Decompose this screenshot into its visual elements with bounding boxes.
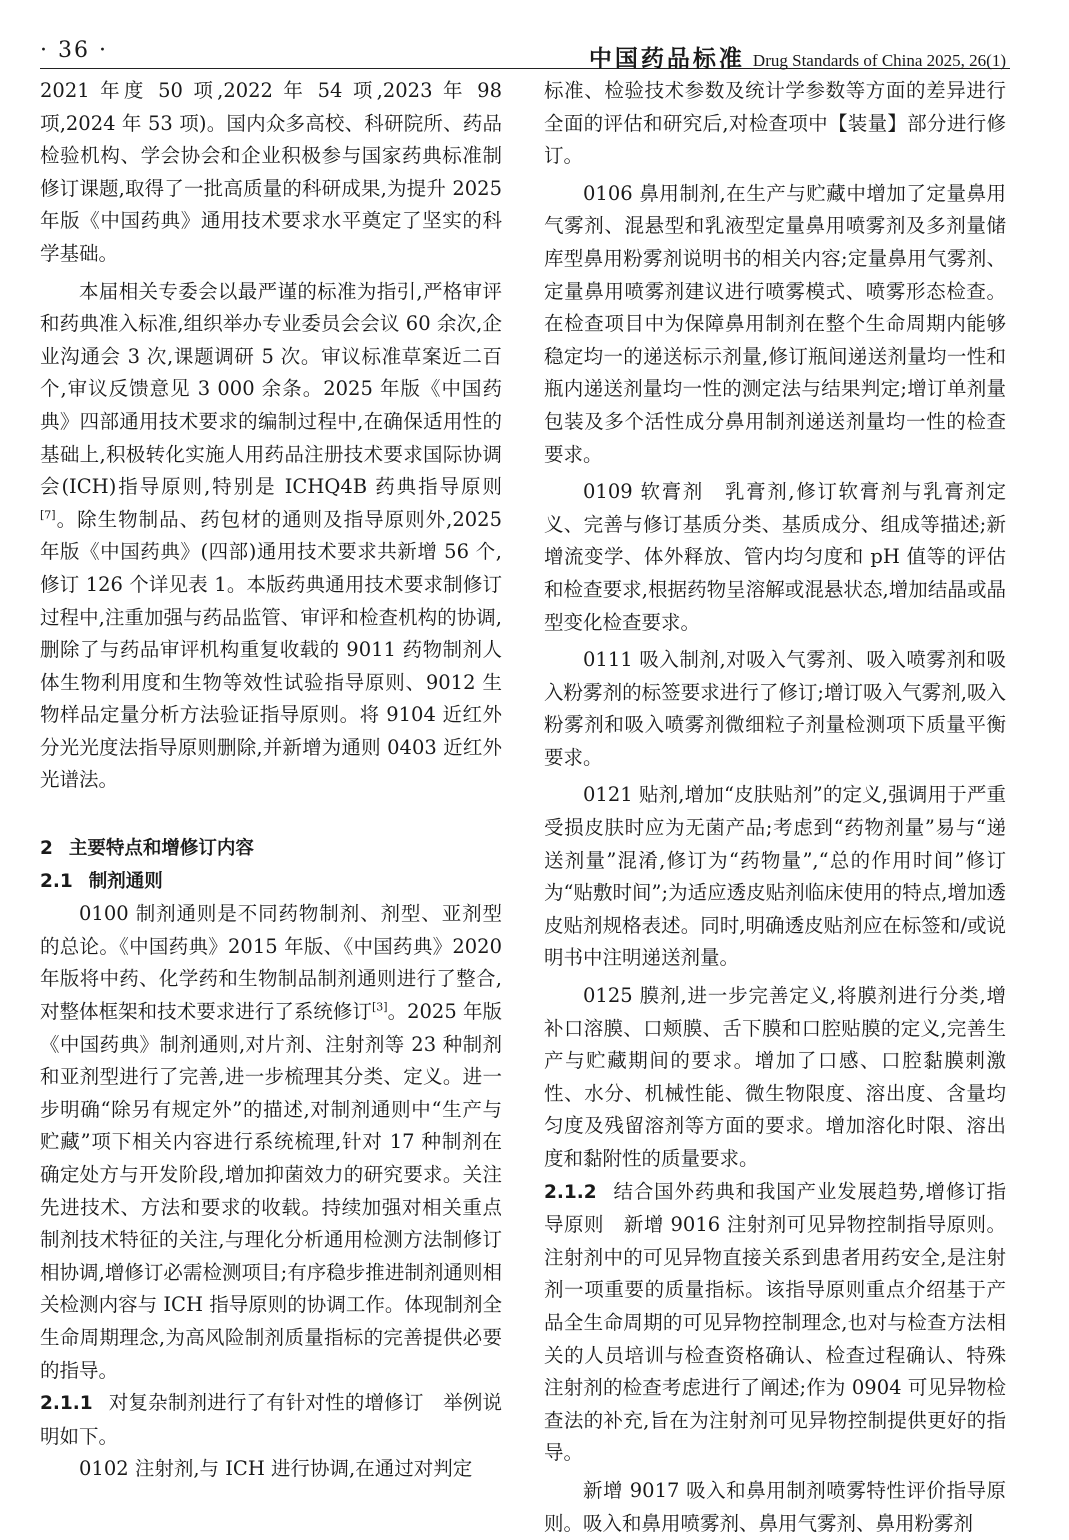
paragraph: 新增 9017 吸入和鼻用制剂喷雾特性评价指导原则。吸入和鼻用喷雾剂、鼻用气雾剂、鼻用粉雾剂 <box>544 1478 1006 1535</box>
paragraph: 标准、检验技术参数及统计学参数等方面的差异进行全面的评估和研究后,对检查项中【装量】部分进行修订。 <box>544 79 1006 168</box>
paragraph: 0111 吸入制剂,对吸入气雾剂、吸入喷雾剂和吸入粉雾剂的标签要求进行了修订;增订吸入气雾剂,吸入粉雾剂和吸入喷雾剂微细粒子剂量检测项下质量平衡要求。 <box>544 648 1006 769</box>
right-column <box>544 75 1006 1540</box>
citation: [7] <box>40 508 56 522</box>
paragraph: 0121 贴剂,增加“皮肤贴剂”的定义,强调用于严重受损皮肤时应为无菌产品;考虑到“药物剂量”易与“递送剂量”混淆,修订为“药物量”,“总的作用时间”修订为“贴敷时间”;为适应透皮贴剂临床使用的特点,增加透皮贴剂规格表述。同时,明确透皮贴剂应在标签和/或说明书中注明递送剂量。 <box>544 783 1006 970</box>
subsection-number: 2.1.2 <box>544 1181 597 1203</box>
paragraph: 0102 注射剂,与 ICH 进行协调,在通过对判定 <box>79 1457 473 1481</box>
journal-title-en: Drug Standards of China 2025, 26(1) <box>752 51 1006 70</box>
paragraph: 0100 制剂通则是不同药物制剂、剂型、亚剂型的总论。《中国药典》2015 年版、《中国药典》2020 年版将中药、化学药和生物制品制剂通则进行了整合,对整体框架和技术要求进行了系统修订[3]。2025 年版《中国药典》制剂通则,对片剂、注射剂等 23 种制剂和亚剂型进行了完善,进一步梳理其分类、定义。进一步明确“除另有规定外”的描述,对制剂通则中“生产与贮藏”项下相关内容进行系统梳理,针对 17 种制剂在确定处方与开发阶段,增加抑菌效力的研究要求。关注先进技术、方法和要求的收载。持续加强对相关重点制剂技术特征的关注,与理化分析通用检测方法制修订相协调,增修订必需检测项目;有序稳步推进制剂通则相关检测内容与 ICH 指导原则的协调工作。体现制剂全生命周期理念,为高风险制剂质量指标的完善提供必要的指导。 <box>40 902 502 1382</box>
paragraph: 本届相关专委会以最严谨的标准为指引,严格审评和药典准入标准,组织举办专业委员会会议 60 余次,企业沟通会 3 次,课题调研 5 次。审议标准草案近二百个,审议反馈意见 3 000 余条。2025 年版《中国药典》四部通用技术要求的编制过程中,在确保适用性的基础上,积极转化实施人用药品注册技术要求国际协调会(ICH)指导原则,特别是 ICHQ4B 药典指导原则[7]。除生物制品、药包材的通则及指导原则外,2025 年版《中国药典》(四部)通用技术要求共新增 56 个,修订 126 个详见表 1。本版药典通用技术要求制修订过程中,注重加强与药品监管、审评和检查机构的协调,删除了与药品审评机构重复收载的 9011 药物制剂人体生物利用度和生物等效性试验指导原则、9012 生物样品定量分析方法验证指导原则。将 9104 近红外分光光度法指导原则删除,并新增为通则 0403 近红外光谱法。 <box>40 279 502 792</box>
paragraph: 2.1.2 结合国外药典和我国产业发展趋势,增修订指导原则 新增 9016 注射剂可见异物控制指导原则。注射剂中的可见异物直接关系到患者用药安全,是注射剂一项重要的质量指标。该指导原则重点介绍基于产品全生命周期的可见异物控制理念,也对与检查方法相关的人员培训与检查资格确认、检查过程确认、特殊注射剂的检查考虑进行了阐述;作为 0904 可见异物检查法的补充,旨在为注射剂可见异物控制提供更好的指导。 <box>544 1179 1006 1465</box>
citation: [3] <box>371 1000 388 1014</box>
paragraph: 2.1.1 对复杂制剂进行了有针对性的增修订 举例说明如下。 <box>40 1391 502 1448</box>
page-header <box>40 36 1010 72</box>
journal-title <box>589 40 1006 73</box>
paragraph: 0125 膜剂,进一步完善定义,将膜剂进行分类,增补口溶膜、口颊膜、舌下膜和口腔贴膜的定义,完善生产与贮藏期间的要求。增加了口感、口腔黏膜刺激性、水分、机械性能、微生物限度、溶出度、含量均匀度及残留溶剂等方面的要求。增加溶化时限、溶出度和黏附性的质量要求。 <box>544 984 1006 1170</box>
left-column <box>40 75 502 1486</box>
page-number: · 36 · <box>40 38 108 63</box>
journal-title-cn: 中国药品标准 <box>588 45 745 72</box>
paragraph: 0109 软膏剂 乳膏剂,修订软膏剂与乳膏剂定义、完善与修订基质分类、基质成分、组成等描述;新增流变学、体外释放、管内均匀度和 pH 值等的评估和检查要求,根据药物呈溶解或混悬状态,增加结晶或晶型变化检查要求。 <box>544 480 1006 634</box>
subsection-heading: 2.1 制剂通则 <box>40 870 163 892</box>
subsection-number: 2.1.1 <box>40 1393 93 1415</box>
paragraph: 2021 年度 50 项,2022 年 54 项,2023 年 98 项,2024 年 53 项)。国内众多高校、科研院所、药品检验机构、学会协会和企业积极参与国家药典标准制修订课题,取得了一批高质量的科研成果,为提升 2025 年版《中国药典》通用技术要求水平奠定了坚实的科学基础。 <box>40 79 502 265</box>
section-heading: 2 主要特点和增修订内容 <box>40 838 254 860</box>
paragraph: 0106 鼻用制剂,在生产与贮藏中增加了定量鼻用气雾剂、混悬型和乳液型定量鼻用喷雾剂及多剂量储库型鼻用粉雾剂说明书的相关内容;定量鼻用气雾剂、定量鼻用喷雾剂建议进行喷雾模式、喷雾形态检查。在检查项目中为保障鼻用制剂在整个生命周期内能够稳定均一的递送标示剂量,修订瓶间递送剂量均一性和瓶内递送剂量均一性的测定法与结果判定;增订单剂量包装及多个活性成分鼻用制剂递送剂量均一性的检查要求。 <box>544 181 1006 466</box>
